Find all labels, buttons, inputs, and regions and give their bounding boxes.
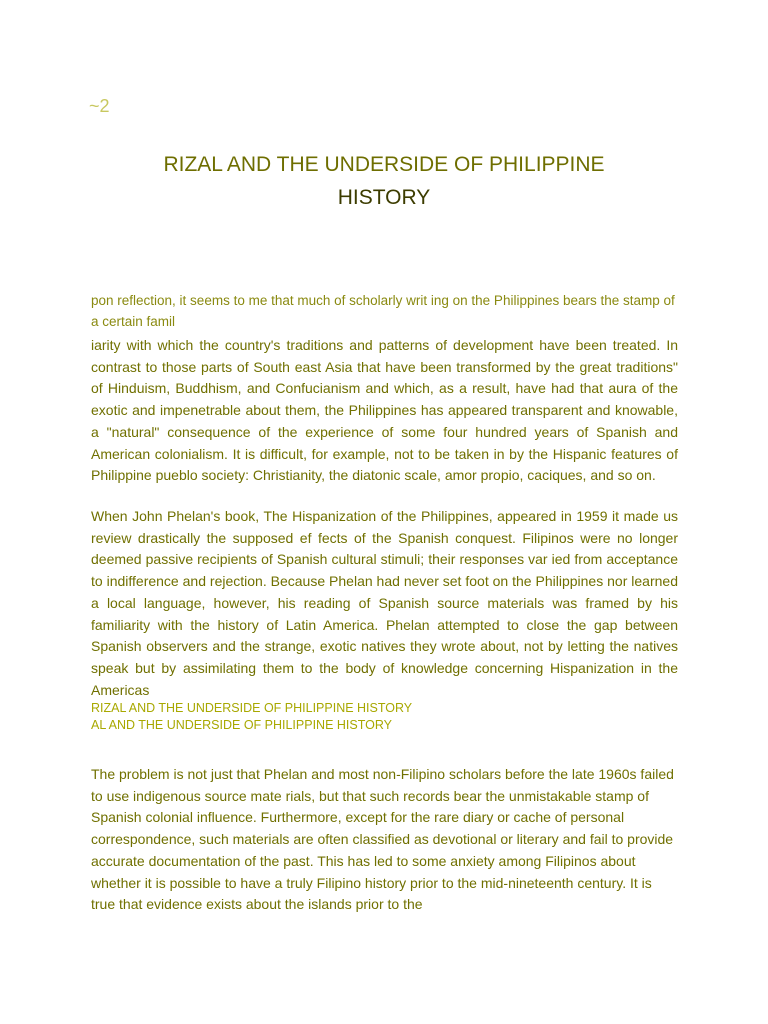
paragraph-1 <box>91 290 678 487</box>
chapter-title <box>0 148 768 214</box>
paragraph-1-text: iarity with which the country's traditions and patterns of development have been treated. In contrast to those parts of South east Asia that have been transformed by the great traditions" of Hinduism, Buddhism, and Confucianism and which, as a result, have had that aura of the exotic and impenetrable about them, the Philippines has appeared transparent and knowable, a "natural" consequence of the experience of some four hundred years of Spanish and American colonialism. It is difficult, for example, not to be taken in by the Hispanic features of Philippine pueblo society: Christianity, the diatonic scale, amor propio, caciques, and so on. <box>91 337 678 484</box>
running-head: RIZAL AND THE UNDERSIDE OF PHILIPPINE HISTORY <box>91 701 413 715</box>
paragraph-1-lead: pon reflection, it seems to me that much of scholarly writ ing on the Philippines bears the stamp of a certain famil <box>91 293 675 329</box>
running-head-duplicate: AL AND THE UNDERSIDE OF PHILIPPINE HISTORY <box>91 718 393 732</box>
page-number: ~2 <box>89 96 110 116</box>
paragraph-2: When John Phelan's book, The Hispanization of the Philippines, appeared in 1959 it made us review drastically the supposed ef fects of the Spanish conquest. Filipinos were no longer deemed passive recipients of Spanish cultural stimuli; their responses var ied from acceptance to indifference and rejection. Because Phelan had never set foot on the Philippines nor learned a local language, however, his reading of Spanish source materials was framed by his familiarity with the history of Latin America. Phelan attempted to close the gap between Spanish observers and the strange, exotic natives they wrote about, not by letting the natives speak but by assimilating them to the body of knowledge concerning Hispanization in the Americas <box>91 508 678 698</box>
chapter-title-line1: RIZAL AND THE UNDERSIDE OF PHILIPPINE <box>163 153 605 176</box>
paragraph-3: The problem is not just that Phelan and most non-Filipino scholars before the late 1960s failed to use indigenous source mate rials, but that such records bear the unmistakable stamp of Spanish colonial influence. Furthermore, except for the rare diary or cache of personal correspondence, such materials are often classified as devotional or literary and fail to provide accurate documentation of the past. This has led to some anxiety among Filipinos about whether it is possible to have a truly Filipino history prior to the mid-nineteenth century. It is true that evidence exists about the islands prior to the <box>91 766 674 913</box>
chapter-title-line2: HISTORY <box>337 186 431 209</box>
